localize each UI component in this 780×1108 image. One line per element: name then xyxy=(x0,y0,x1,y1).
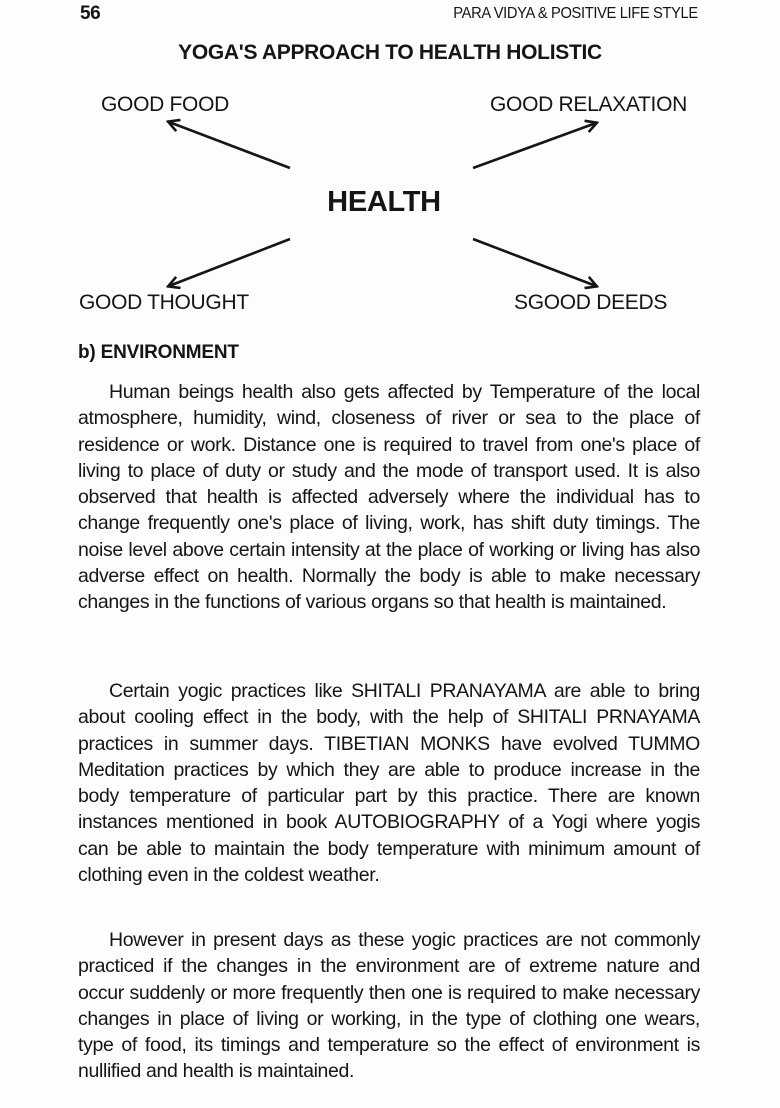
running-header: PARA VIDYA & POSITIVE LIFE STYLE xyxy=(453,5,698,22)
arrow-to-good-thought xyxy=(169,239,290,286)
node-good-deeds: SGOOD DEEDS xyxy=(514,291,668,314)
health-diagram xyxy=(0,80,780,330)
arrow-to-good-food xyxy=(169,122,290,168)
page-number: 56 xyxy=(80,3,101,24)
node-good-relaxation: GOOD RELAXATION xyxy=(490,93,687,116)
paragraph-present-days: However in present days as these yogic practices are not commonly practiced if the changes in the environment are of extreme nature and occur suddenly or more frequently then one is required to make necessary changes in place of living or working, in the type of clothing one wears, type of food, its timings and temperature so the effect of environment is nullified and health is maintained. xyxy=(78,929,700,1083)
paragraph-environment-effects: Human beings health also gets affected by Temperature of the local atmosphere, humidity, wind, closeness of river or sea to the place of residence or work. Distance one is required to travel from one's place of living to place of duty or study and the mode of transport used. It is also observed that health is affected adversely where the individual has to change frequently one's place of living, work, has shift duty timings. The noise level above certain intensity at the place of working or living has also adverse effect on health. Normally the body is able to make necessary changes in the functions of various organs so that health is maintained. xyxy=(78,381,700,614)
node-health-center: HEALTH xyxy=(327,186,441,218)
arrow-to-good-deeds xyxy=(473,239,596,286)
node-good-thought: GOOD THOUGHT xyxy=(79,291,249,314)
arrow-to-good-relaxation xyxy=(473,123,596,168)
section-heading: b) ENVIRONMENT xyxy=(78,342,239,363)
diagram-title: YOGA'S APPROACH TO HEALTH HOLISTIC xyxy=(178,41,602,64)
paragraph-yogic-practices: Certain yogic practices like SHITALI PRANAYAMA are able to bring about cooling effect in the body, with the help of SHITALI PRNAYAMA practices in summer days. TIBETIAN MONKS have evolved TUMMO Meditation practices by which they are able to produce increase in the body temperature of particular part by this practice. There are known instances mentioned in book AUTOBIOGRAPHY of a Yogi where yogis can be able to maintain the body temperature with minimum amount of clothing even in the coldest weather. xyxy=(78,680,700,887)
node-good-food: GOOD FOOD xyxy=(101,93,229,116)
